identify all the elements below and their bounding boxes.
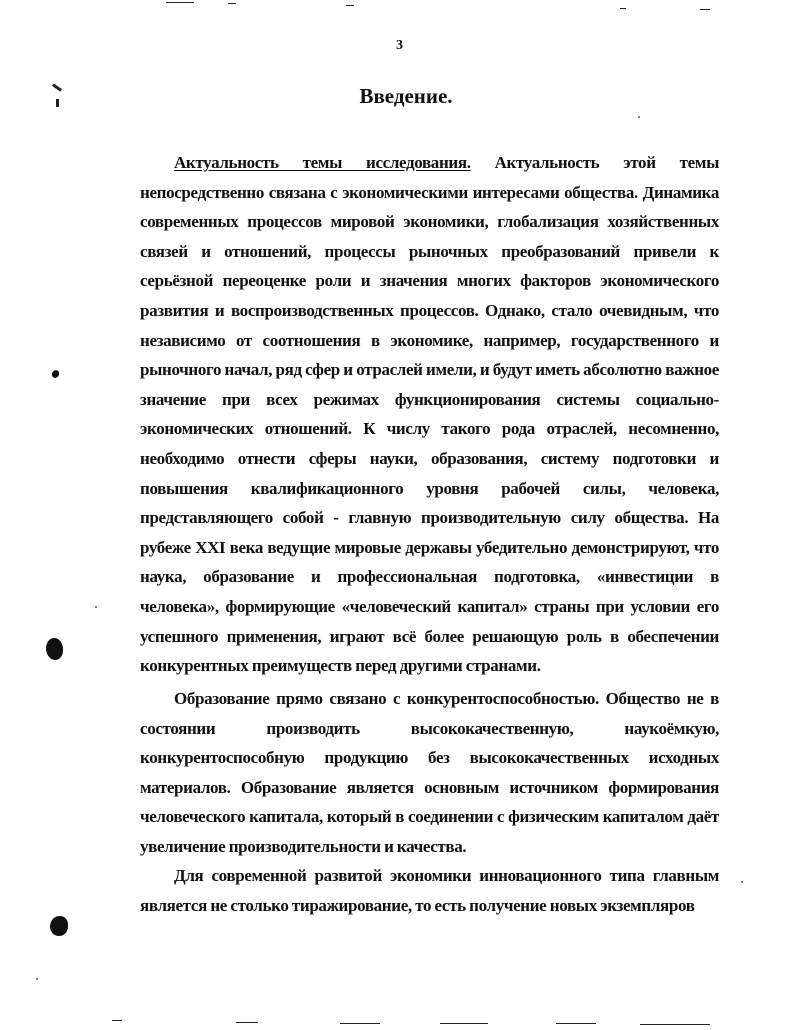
- scan-dot: [638, 116, 640, 118]
- punch-mark: [56, 99, 59, 107]
- paragraph-innovation: Для современной развитой экономики инновационного типа главным является не столько тиражирование, то есть получение новых экземпляров: [140, 866, 719, 915]
- scan-dot: [95, 606, 97, 608]
- scan-dash: [112, 1020, 122, 1021]
- scan-dash: [166, 2, 194, 3]
- scan-dash: [346, 5, 354, 6]
- scan-dash: [620, 8, 626, 9]
- ink-blot: [50, 916, 68, 936]
- paragraph-relevance: [140, 148, 719, 681]
- page-number: 3: [396, 38, 403, 53]
- scan-dot: [741, 881, 743, 883]
- page-title: Введение.: [359, 84, 453, 108]
- scan-dash: [640, 1024, 710, 1025]
- ink-speck: [50, 369, 60, 379]
- scan-dash: [440, 1023, 488, 1024]
- scan-dash: [556, 1023, 596, 1024]
- scan-dash: [228, 3, 236, 4]
- scan-dash: [340, 1023, 380, 1024]
- paragraph-education: Образование прямо связано с конкурентоспособностью. Общество не в состоянии производить высококачественную, наукоёмкую, конкурентоспособную продукцию без высококачественных исходных материалов. Образование является основным источником формирования человеческого капитала, который в соединении с физическим капиталом даёт увеличение производительности и качества.: [140, 689, 719, 856]
- paragraph-heading: Актуальность темы исследования.: [174, 153, 471, 172]
- scan-dash: [700, 9, 710, 10]
- ink-blot: [46, 638, 63, 660]
- scan-dot: [36, 978, 38, 980]
- paragraph-text: Актуальность этой темы непосредственно связана с экономическими интересами общества. Динамика современных процессов мировой экономики, глобализация хозяйственных связей и отношений, процессы рыночных преобразований привели к серьёзной переоценке роли и значения многих факторов экономического развития и воспроизводственных процессов. Однако, стало очевидным, что независимо от соотношения в экономике, например, государственного и рыночного начал, ряд сфер и отраслей имели, и будут иметь абсолютно важное значение при всех режимах функционирования системы социально-экономических отношений. К числу такого рода отраслей, несомненно, необходимо отнести сферы науки, образования, систему подготовки и повышения квалификационного уровня рабочей силы, человека, представляющего собой - главную производительную силу общества. На рубеже XXI века ведущие мировые державы убедительно демонстрируют, что наука, образование и профессиональная подготовка, «инвестиции в человека», формирующие «человеческий капитал» страны при условии его успешного применения, играют всё более решающую роль в обеспечении конкурентных преимуществ перед другими странами.: [140, 153, 719, 676]
- scan-dash: [236, 1022, 258, 1023]
